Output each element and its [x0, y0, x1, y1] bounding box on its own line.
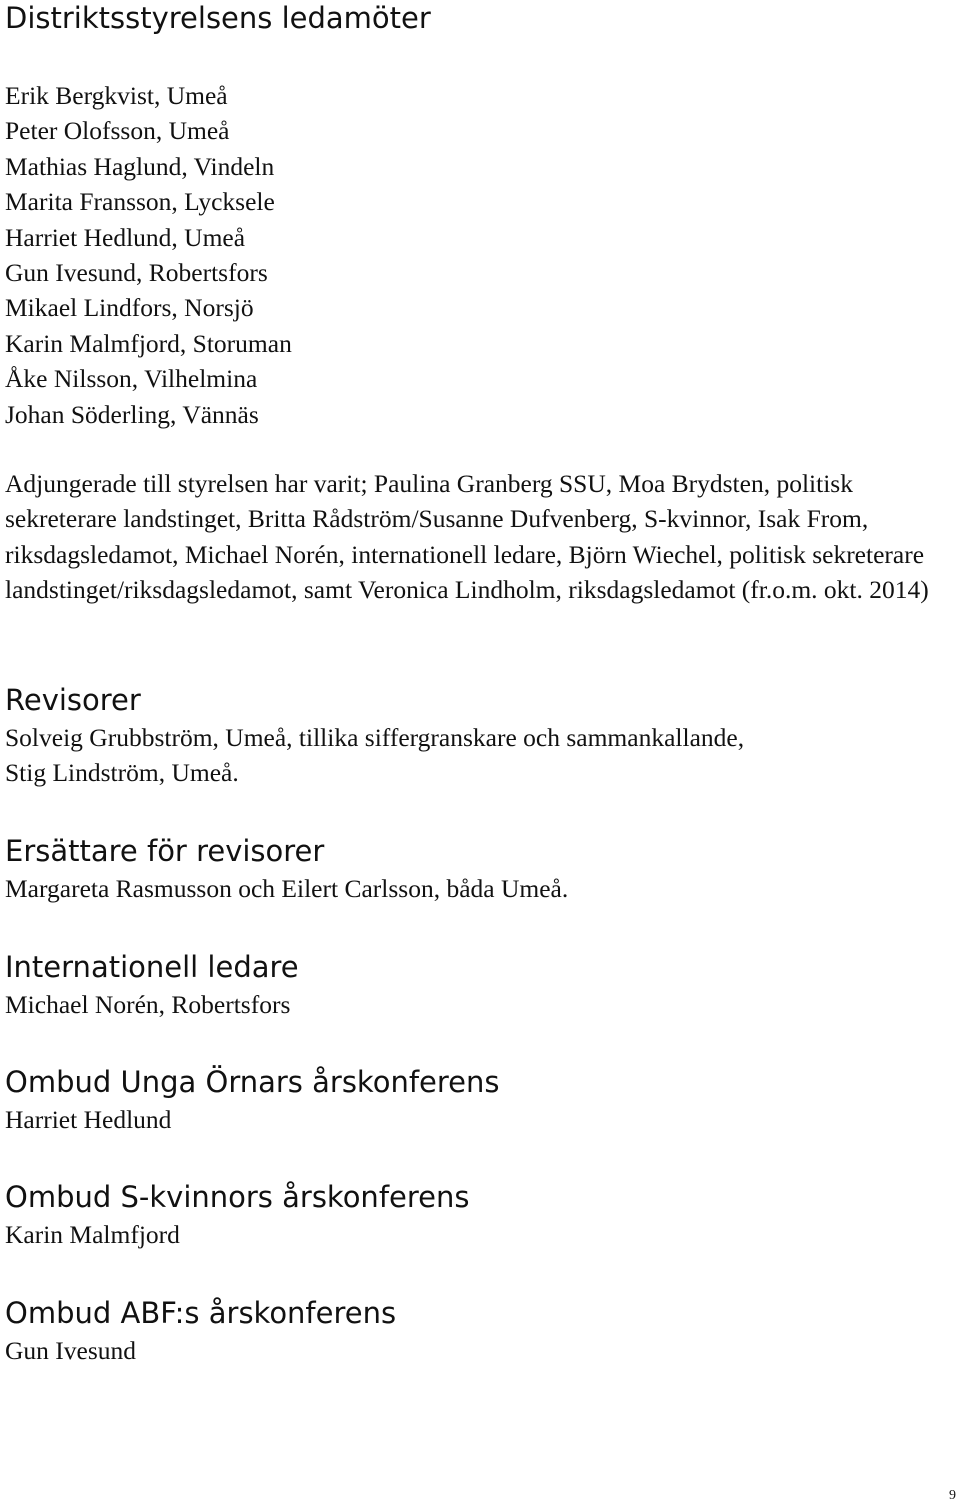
section-text: Margareta Rasmusson och Eilert Carlsson, båda Umeå.: [5, 874, 569, 903]
section-revisorer: [5, 680, 950, 791]
member-item: Peter Olofsson, Umeå: [5, 116, 230, 146]
section-text: Karin Malmfjord: [5, 1220, 180, 1249]
board-member-list: [5, 78, 292, 432]
section-heading: Ombud S-kvinnors årskonferens: [5, 1180, 470, 1214]
member-item: Mikael Lindfors, Norsjö: [5, 293, 254, 323]
section-internationell-ledare: [5, 947, 950, 1022]
section-text: Gun Ivesund: [5, 1336, 137, 1365]
section-ombud-abf: [5, 1293, 950, 1368]
member-item: Johan Söderling, Vännäs: [5, 399, 259, 429]
member-item: Gun Ivesund, Robertsfors: [5, 258, 268, 288]
section-heading: Ersättare för revisorer: [5, 834, 325, 868]
page-number: 9: [949, 1488, 956, 1503]
member-item: Harriet Hedlund, Umeå: [5, 222, 246, 252]
adjunct-paragraph: Adjungerade till styrelsen har varit; Paulina Granberg SSU, Moa Brydsten, politisk sekreterare landstinget, Britta Rådström/Susanne Dufvenberg, S-kvinnor, Isak From, riksdagsledamot, Michael Norén, internationell ledare, Björn Wiechel, politisk sekreterare landstinget/riksdagsledamot, samt Veronica Lindholm, riksdagsledamot (fr.o.m. okt. 2014): [5, 469, 929, 605]
section-text: Harriet Hedlund: [5, 1105, 172, 1134]
section-text: Michael Norén, Robertsfors: [5, 990, 291, 1019]
section-heading: Ombud ABF:s årskonferens: [5, 1296, 397, 1330]
section-heading: Revisorer: [5, 683, 141, 717]
member-item: Mathias Haglund, Vindeln: [5, 151, 275, 181]
section-ombud-s-kvinnor: [5, 1177, 950, 1252]
section-text: Solveig Grubbström, Umeå, tillika siffergranskare och sammankallande,: [5, 723, 745, 752]
section-text: Stig Lindström, Umeå.: [5, 758, 239, 788]
member-item: Karin Malmfjord, Storuman: [5, 328, 292, 358]
member-item: Åke Nilsson, Vilhelmina: [5, 364, 258, 394]
section-ersattare: [5, 831, 950, 906]
section-heading: Ombud Unga Örnars årskonferens: [5, 1065, 500, 1099]
section-ombud-unga-ornar: [5, 1062, 950, 1137]
member-item: Erik Bergkvist, Umeå: [5, 81, 228, 110]
page-title: Distriktsstyrelsens ledamöter: [5, 1, 431, 35]
section-heading: Internationell ledare: [5, 950, 299, 984]
member-item: Marita Fransson, Lycksele: [5, 187, 275, 217]
